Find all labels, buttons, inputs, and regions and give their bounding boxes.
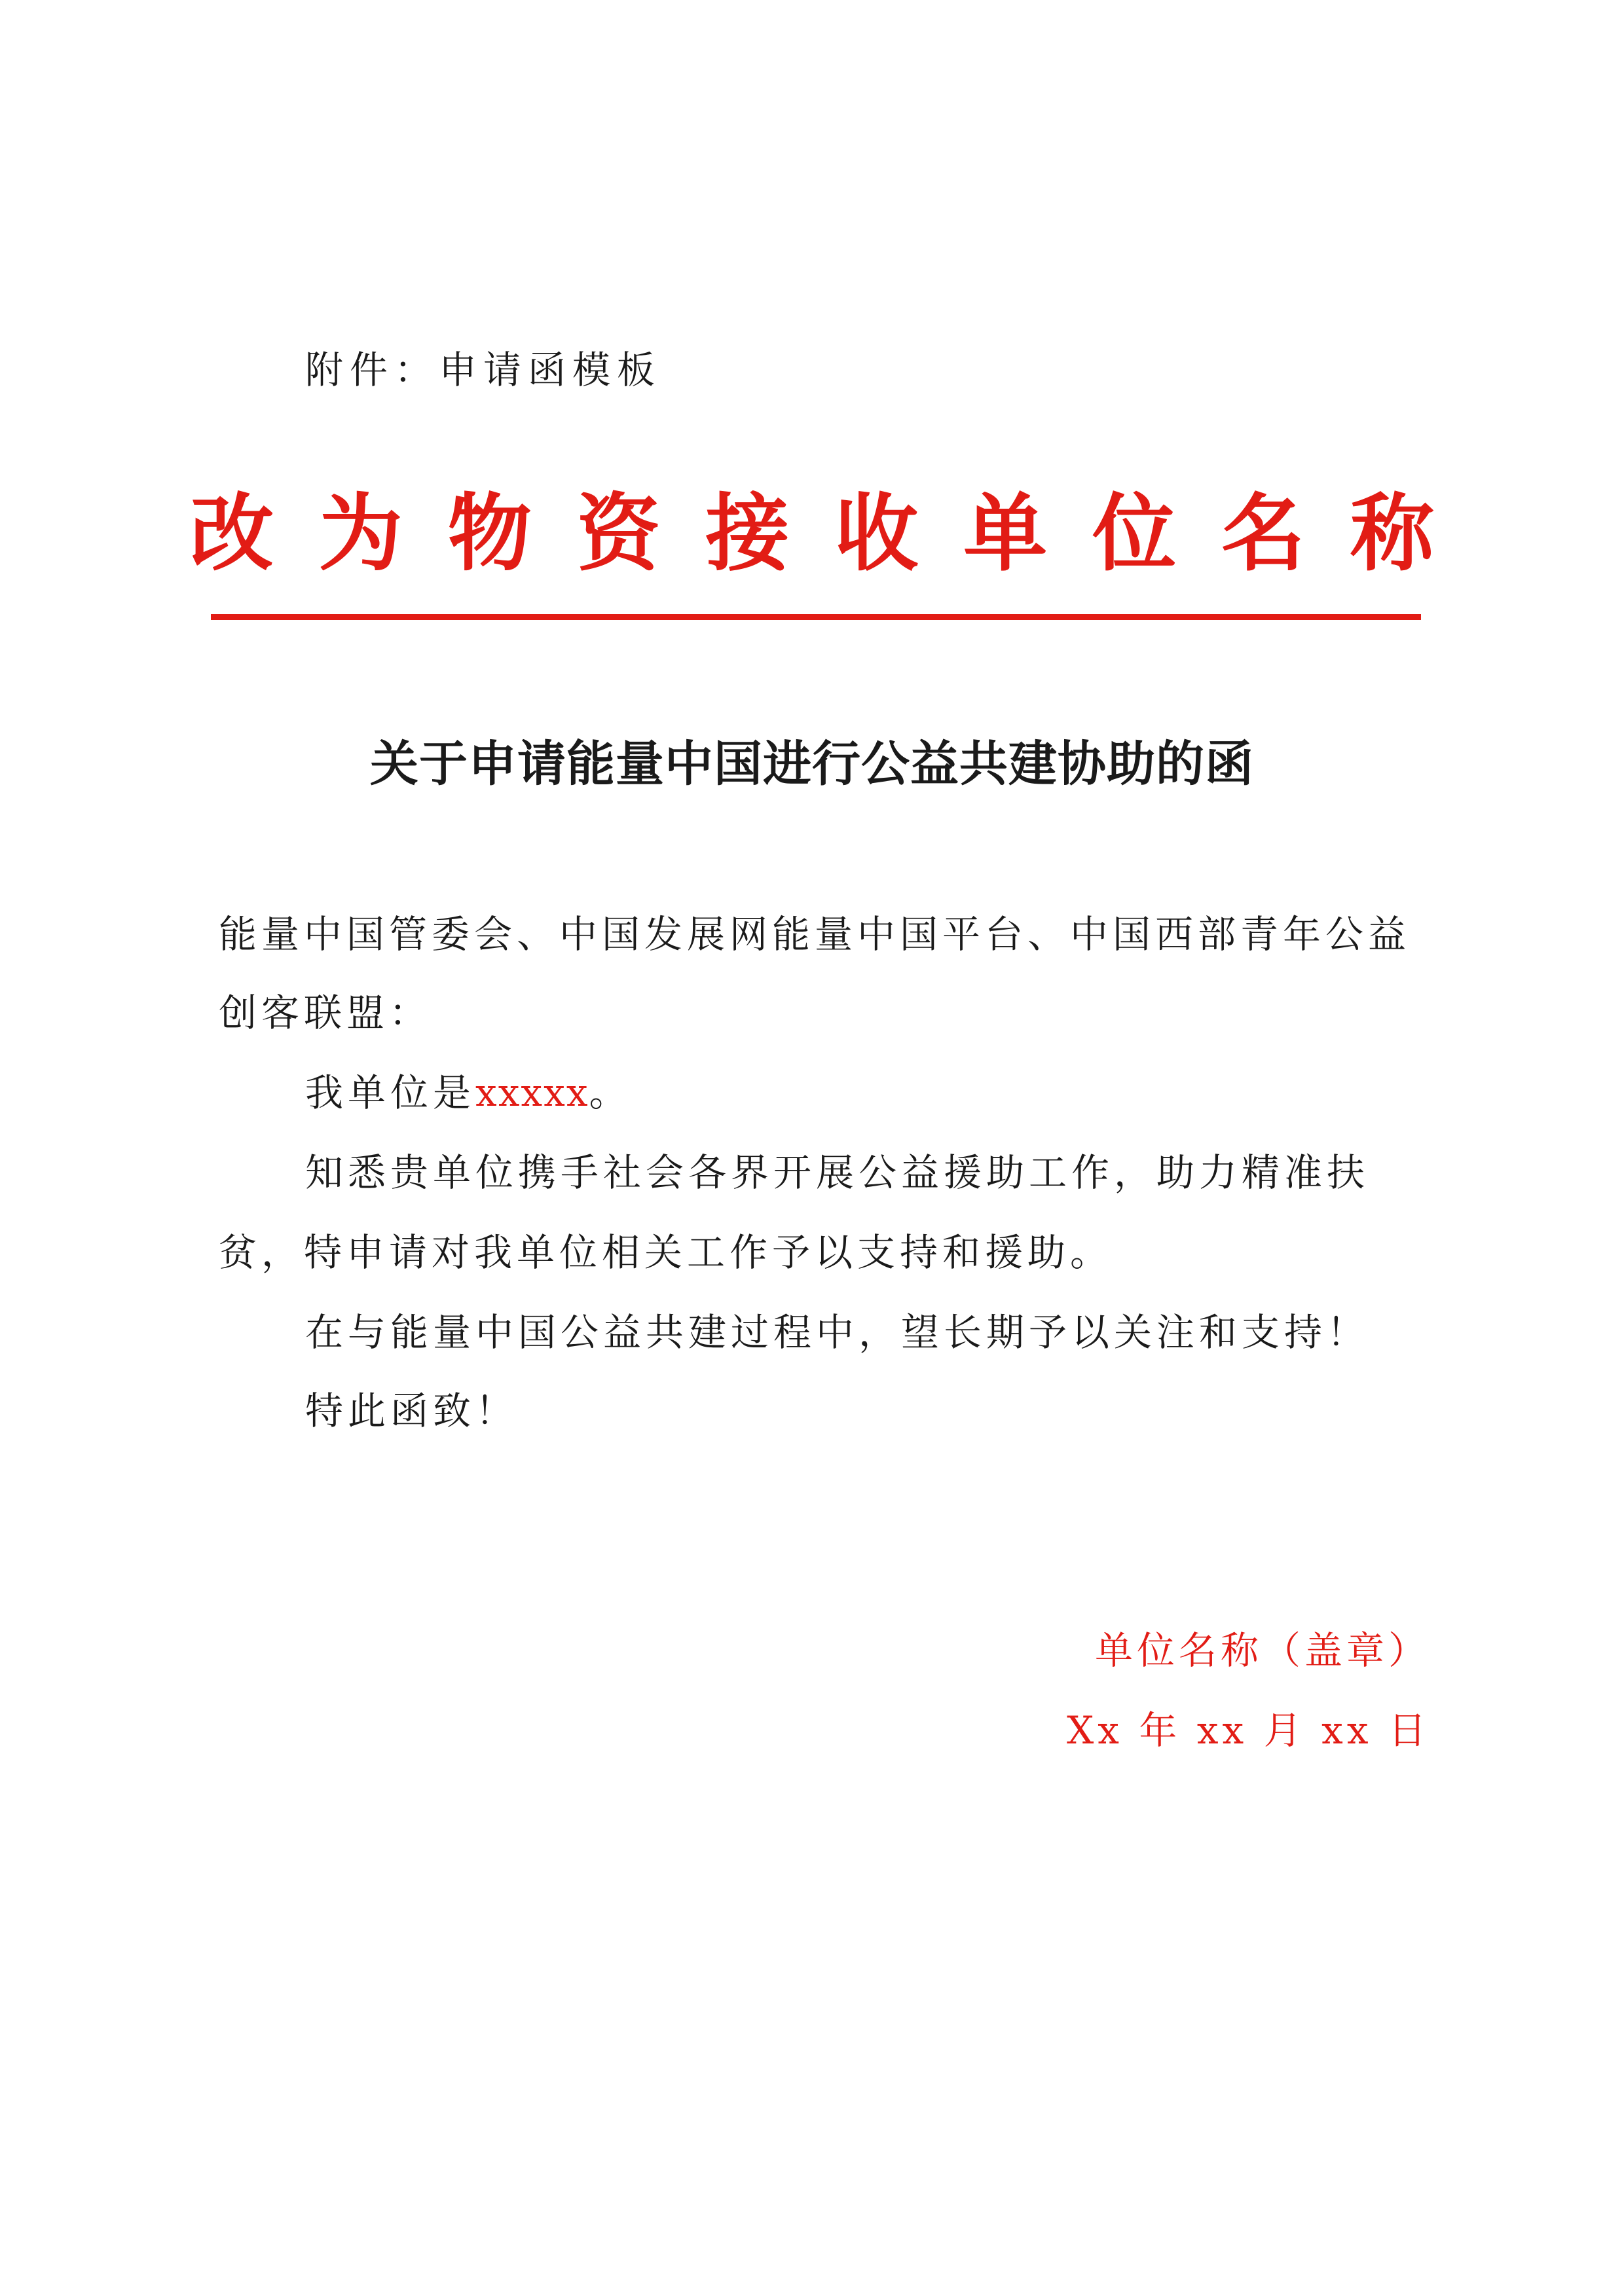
org-char: 单 — [963, 484, 1048, 583]
org-char: 为 — [318, 484, 403, 583]
org-char: 位 — [1092, 484, 1177, 583]
organization-name-header — [190, 484, 1434, 583]
org-char: 资 — [576, 484, 661, 583]
closing-line: 特此函致！ — [305, 1389, 519, 1433]
signature-date: Xx 年 xx 月 xx 日 — [1066, 1708, 1430, 1753]
red-divider-line — [211, 614, 1421, 620]
attachment-label: 附件：申请函模板 — [305, 348, 662, 392]
org-char: 接 — [705, 484, 790, 583]
intro-prefix: 我单位是 — [305, 1070, 476, 1115]
org-char: 收 — [834, 484, 919, 583]
org-char: 改 — [190, 484, 274, 583]
paragraph-2-line-2: 贫，特申请对我单位相关工作予以支持和援助。 — [219, 1230, 1113, 1275]
org-char: 物 — [447, 484, 532, 583]
org-char: 称 — [1350, 484, 1434, 583]
paragraph-3: 在与能量中国公益共建过程中，望长期予以关注和支持！ — [305, 1310, 1370, 1355]
addressee-line-1: 能量中国管委会、中国发展网能量中国平台、中国西部青年公益 — [219, 912, 1411, 957]
signature-organization: 单位名称（盖章） — [1094, 1628, 1430, 1673]
unit-placeholder: xxxxx — [475, 1070, 589, 1115]
document-title: 关于申请能量中国进行公益共建协助的函 — [370, 736, 1254, 792]
org-char: 名 — [1221, 484, 1306, 583]
intro-paragraph — [305, 1062, 1517, 1117]
paragraph-2-line-1: 知悉贵单位携手社会各界开展公益援助工作，助力精准扶 — [305, 1150, 1370, 1195]
addressee-line-2: 创客联盟： — [219, 991, 432, 1035]
intro-suffix: 。 — [589, 1070, 632, 1115]
